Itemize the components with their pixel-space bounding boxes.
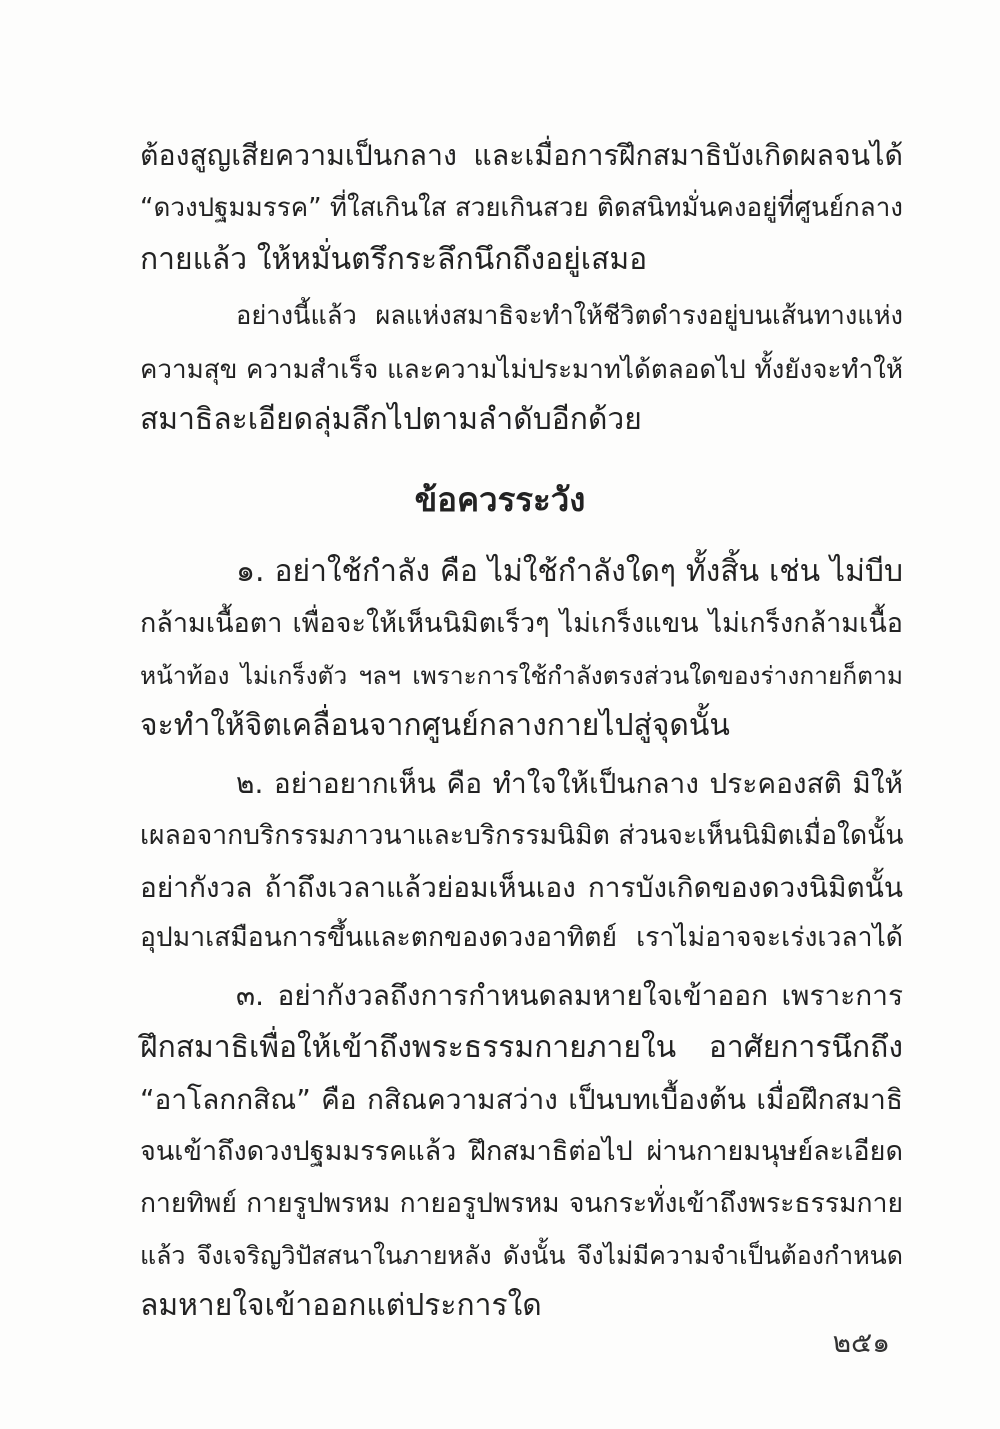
item-3-line-2: ฝึกสมาธิเพื่อให้เข้าถึงพระธรรมกายภายใน อาศัยการนึกถึง <box>140 1030 903 1065</box>
item-3-line-3: “อาโลกกสิณ” คือ กสิณความสว่าง เป็นบทเบื้องต้น เมื่อฝึกสมาธิ <box>140 1083 903 1116</box>
item-2-line-4: อุปมาเสมือนการขึ้นและตกของดวงอาทิตย์ เราไม่อาจจะเร่งเวลาได้ <box>140 922 903 953</box>
paragraph-2-line-3: สมาธิละเอียดลุ่มลึกไปตามลำดับอีกด้วย <box>140 402 642 437</box>
item-1-line-1: ๑. อย่าใช้กำลัง คือ ไม่ใช้กำลังใดๆ ทั้งสิ้น เช่น ไม่บีบ <box>236 554 903 589</box>
page-number: ๒๕๑ <box>832 1326 890 1359</box>
paragraph-1-line-3: กายแล้ว ให้หมั่นตรึกระลึกนึกถึงอยู่เสมอ <box>140 242 648 277</box>
paragraph-2-line-2: ความสุข ความสำเร็จ และความไม่ประมาทได้ตลอดไป ทั้งยังจะทำให้ <box>140 355 903 385</box>
item-1-line-4: จะทำให้จิตเคลื่อนจากศูนย์กลางกายไปสู่จุดนั้น <box>140 708 730 743</box>
item-2-line-1: ๒. อย่าอยากเห็น คือ ทำใจให้เป็นกลาง ประคองสติ มิให้ <box>236 767 903 800</box>
paragraph-1-line-1: ต้องสูญเสียความเป็นกลาง และเมื่อการฝึกสมาธิบังเกิดผลจนได้ <box>140 139 903 172</box>
paragraph-2-line-1: อย่างนี้แล้ว ผลแห่งสมาธิจะทำให้ชีวิตดำรงอยู่บนเส้นทางแห่ง <box>236 301 903 331</box>
item-2-line-2: เผลอจากบริกรรมภาวนาและบริกรรมนิมิต ส่วนจะเห็นนิมิตเมื่อใดนั้น <box>140 820 904 851</box>
item-2-line-3: อย่ากังวล ถ้าถึงเวลาแล้วย่อมเห็นเอง การบังเกิดของดวงนิมิตนั้น <box>140 871 903 904</box>
section-heading: ข้อควรระวัง <box>414 480 586 519</box>
item-1-line-2: กล้ามเนื้อตา เพื่อจะให้เห็นนิมิตเร็วๆ ไม่เกร็งแขน ไม่เกร็งกล้ามเนื้อ <box>140 608 903 639</box>
item-3-line-6: แล้ว จึงเจริญวิปัสสนาในภายหลัง ดังนั้น จึงไม่มีความจำเป็นต้องกำหนด <box>140 1241 903 1270</box>
item-3-line-5: กายทิพย์ กายรูปพรหม กายอรูปพรหม จนกระทั่งเข้าถึงพระธรรมกาย <box>140 1188 903 1219</box>
paragraph-1-line-2: “ดวงปฐมมรรค” ที่ใสเกินใส สวยเกินสวย ติดสนิทมั่นคงอยู่ที่ศูนย์กลาง <box>140 193 903 223</box>
item-3-line-4: จนเข้าถึงดวงปฐมมรรคแล้ว ฝึกสมาธิต่อไป ผ่านกายมนุษย์ละเอียด <box>140 1136 903 1167</box>
item-3-line-7: ลมหายใจเข้าออกแต่ประการใด <box>140 1288 542 1323</box>
item-1-line-3: หน้าท้อง ไม่เกร็งตัว ฯลฯ เพราะการใช้กำลังตรงส่วนใดของร่างกายก็ตาม <box>140 661 903 690</box>
item-3-line-1: ๓. อย่ากังวลถึงการกำหนดลมหายใจเข้าออก เพราะการ <box>236 979 903 1012</box>
